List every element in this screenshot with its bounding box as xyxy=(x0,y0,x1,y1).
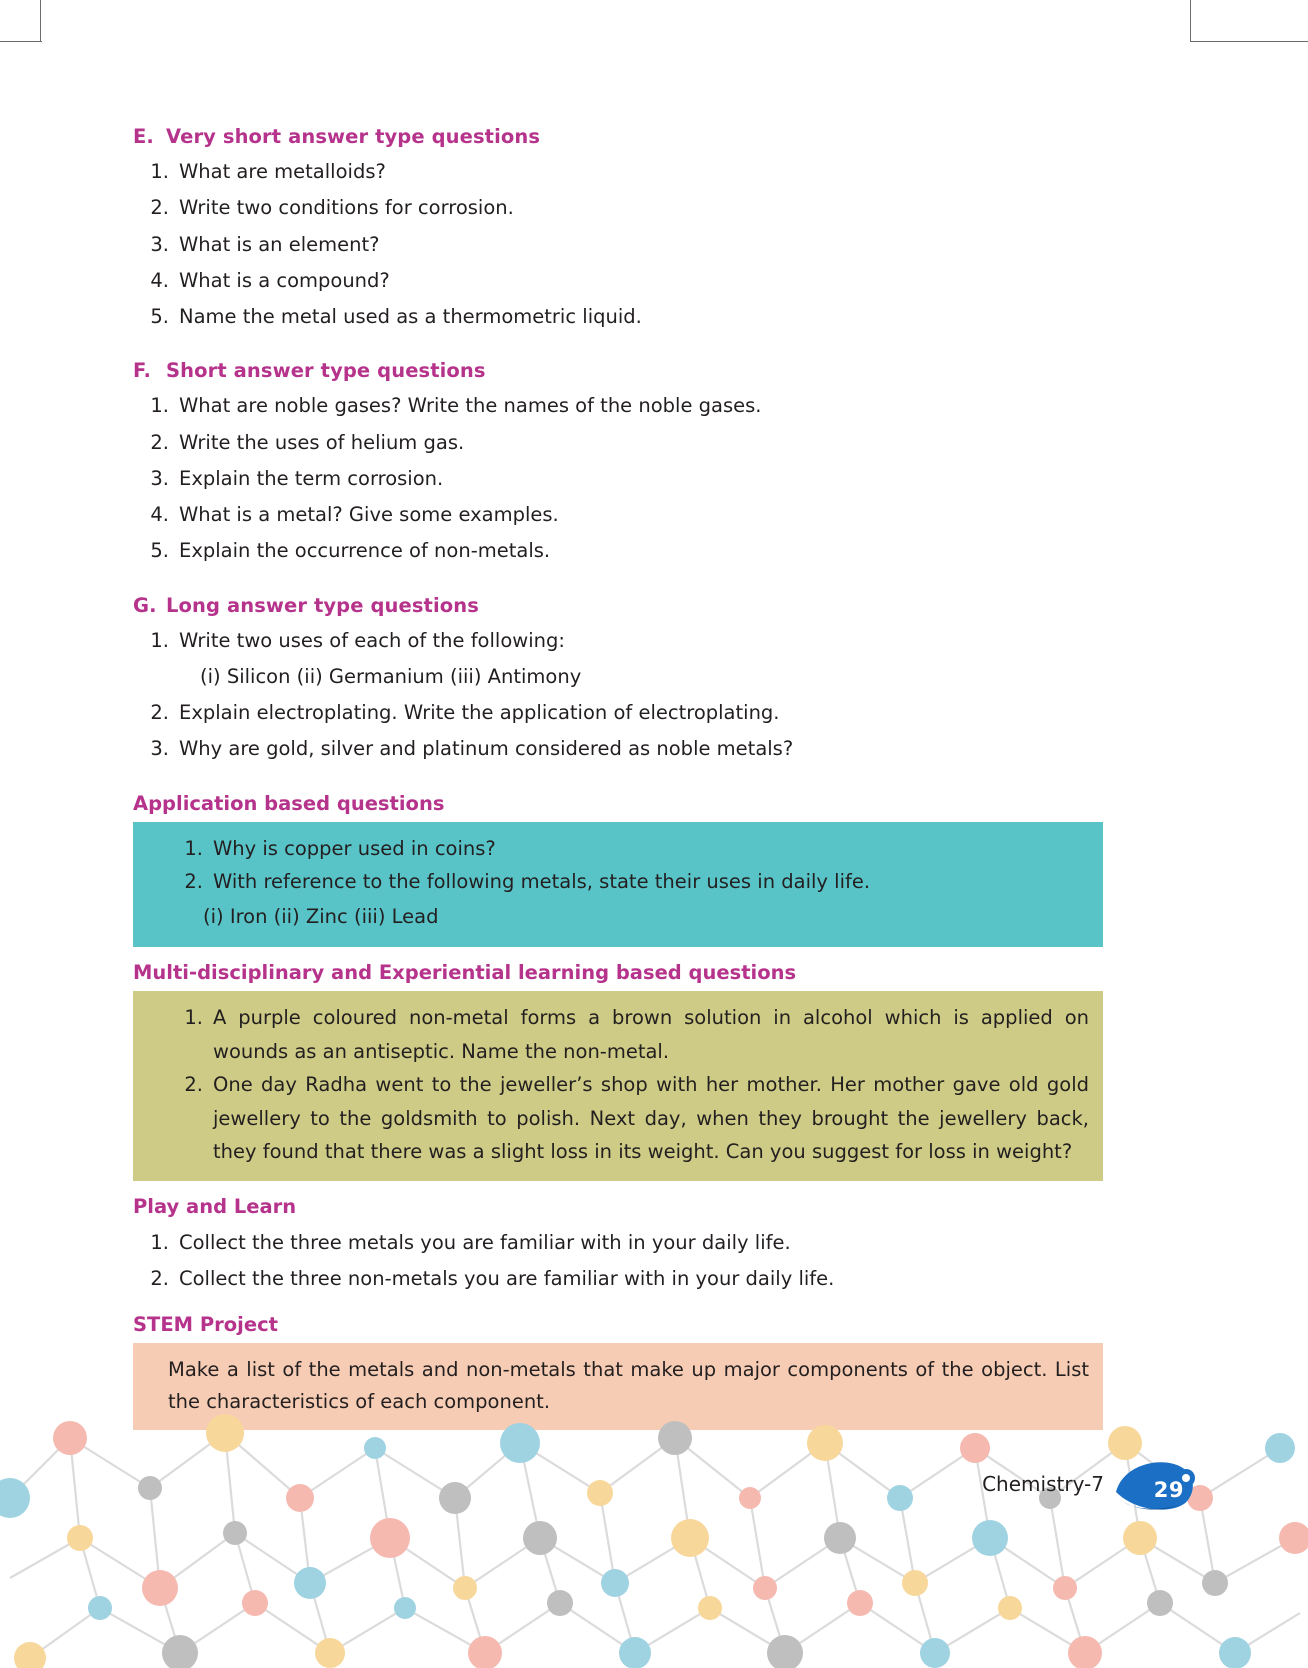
play-and-learn-heading: Play and Learn xyxy=(133,1194,297,1218)
item-text: What are noble gases? Write the names of the noble gases. xyxy=(179,394,762,418)
item-text: Write the uses of helium gas. xyxy=(179,430,465,454)
list-item xyxy=(133,731,1103,767)
crop-mark-top-left-vertical xyxy=(40,0,41,42)
page-number: 29 xyxy=(1153,1478,1184,1502)
item-number: 3. xyxy=(150,737,169,761)
crop-mark-top-right-horizontal xyxy=(1190,41,1308,42)
molecule-pattern-icon xyxy=(0,1378,1308,1668)
item-text: Explain electroplating. Write the application of electroplating. xyxy=(179,701,780,725)
section-title-f: Short answer type questions xyxy=(166,359,486,383)
list-item xyxy=(133,425,1103,461)
item-text: Why is copper used in coins? xyxy=(213,836,496,860)
item-text: What is an element? xyxy=(179,232,380,256)
application-based-list xyxy=(133,832,1089,899)
item-text: What is a compound? xyxy=(179,268,390,292)
item-number: 2. xyxy=(150,196,169,220)
item-text: Write two uses of each of the following: xyxy=(179,628,565,652)
item-number: 1. xyxy=(184,836,203,860)
section-heading-g xyxy=(133,594,1103,617)
item-text: Explain the occurrence of non-metals. xyxy=(179,539,551,563)
spacer xyxy=(133,1297,1103,1313)
item-text: Explain the term corrosion. xyxy=(179,466,444,490)
item-number: 1. xyxy=(150,628,169,652)
list-item xyxy=(133,461,1103,497)
list-item xyxy=(133,1001,1089,1068)
list-item xyxy=(133,497,1103,533)
section-heading-f xyxy=(133,359,1103,382)
list-item xyxy=(133,299,1103,335)
section-g-subitems: (i) Silicon (ii) Germanium (iii) Antimony xyxy=(200,664,582,688)
item-number: 1. xyxy=(150,1230,169,1254)
item-number: 2. xyxy=(184,1073,203,1097)
item-text: A purple coloured non-metal forms a brown solution in alcohol which is applied on wounds as an antiseptic. Name the non-metal. xyxy=(213,1006,1089,1063)
section-letter-f: F. xyxy=(133,359,152,383)
list-item xyxy=(133,623,1103,659)
item-number: 2. xyxy=(150,701,169,725)
item-number: 2. xyxy=(150,1266,169,1290)
application-based-heading: Application based questions xyxy=(133,791,445,815)
list-item xyxy=(133,832,1089,866)
list-item xyxy=(133,1068,1089,1169)
list-item xyxy=(133,190,1103,226)
spacer xyxy=(133,570,1103,594)
list-item xyxy=(133,1261,1103,1297)
crop-mark-top-left-horizontal xyxy=(0,41,42,42)
question-list-g-continued xyxy=(133,695,1103,768)
application-based-box xyxy=(133,822,1103,947)
item-number: 1. xyxy=(150,160,169,183)
item-text: What is a metal? Give some examples. xyxy=(179,503,559,527)
list-item xyxy=(133,865,1089,899)
footer-subject-label: Chemistry-7 xyxy=(982,1472,1104,1496)
list-item xyxy=(133,1225,1103,1261)
question-list-f xyxy=(133,388,1103,569)
item-text: One day Radha went to the jeweller’s shop with her mother. Her mother gave old gold jewellery to the goldsmith to polish. Next day, when they brought the jewellery back, they found that there was a slight loss in its weight. Can you suggest for loss in weight? xyxy=(213,1073,1089,1164)
list-item xyxy=(133,533,1103,569)
spacer xyxy=(133,768,1103,792)
stem-project-heading: STEM Project xyxy=(133,1313,278,1337)
item-text: What are metalloids? xyxy=(179,160,386,183)
item-text: With reference to the following metals, state their uses in daily life. xyxy=(213,870,871,894)
multi-disciplinary-list xyxy=(133,1001,1089,1169)
item-text: Name the metal used as a thermometric liquid. xyxy=(179,305,642,329)
item-number: 3. xyxy=(150,466,169,490)
stem-project-text: Make a list of the metals and non-metals that make up major components of the object. List the characteristics of each component. xyxy=(168,1358,1089,1413)
item-text: Collect the three non-metals you are familiar with in your daily life. xyxy=(179,1266,835,1290)
crop-mark-top-right-vertical xyxy=(1190,0,1191,42)
item-text: Write two conditions for corrosion. xyxy=(179,196,514,220)
list-item xyxy=(133,695,1103,731)
section-heading-e xyxy=(133,125,1103,148)
multi-disciplinary-box xyxy=(133,991,1103,1181)
item-number: 3. xyxy=(150,232,169,256)
spacer xyxy=(133,1181,1103,1195)
multi-disciplinary-heading: Multi-disciplinary and Experiential learning based questions xyxy=(133,961,797,985)
application-based-subitems: (i) Iron (ii) Zinc (iii) Lead xyxy=(203,904,439,928)
molecule-decoration xyxy=(0,1378,1308,1668)
section-title-g: Long answer type questions xyxy=(166,593,479,617)
spacer xyxy=(133,335,1103,359)
item-number: 1. xyxy=(184,1006,203,1030)
item-number: 4. xyxy=(150,268,169,292)
item-number: 5. xyxy=(150,539,169,563)
item-text: Collect the three metals you are familiar with in your daily life. xyxy=(179,1230,791,1254)
item-number: 2. xyxy=(150,430,169,454)
list-item xyxy=(133,388,1103,424)
question-list-g xyxy=(133,623,1103,659)
question-list-e xyxy=(133,154,1103,335)
play-and-learn-list xyxy=(133,1225,1103,1298)
section-title-e: Very short answer type questions xyxy=(166,125,541,148)
item-text: Why are gold, silver and platinum considered as noble metals? xyxy=(179,737,794,761)
item-number: 4. xyxy=(150,503,169,527)
item-number: 1. xyxy=(150,394,169,418)
list-item xyxy=(133,154,1103,190)
item-number: 2. xyxy=(184,870,203,894)
list-item xyxy=(133,263,1103,299)
list-item xyxy=(133,227,1103,263)
section-letter-e: E. xyxy=(133,125,154,148)
page-content xyxy=(133,125,1103,1430)
section-letter-g: G. xyxy=(133,593,157,617)
item-number: 5. xyxy=(150,305,169,329)
spacer xyxy=(133,947,1103,961)
